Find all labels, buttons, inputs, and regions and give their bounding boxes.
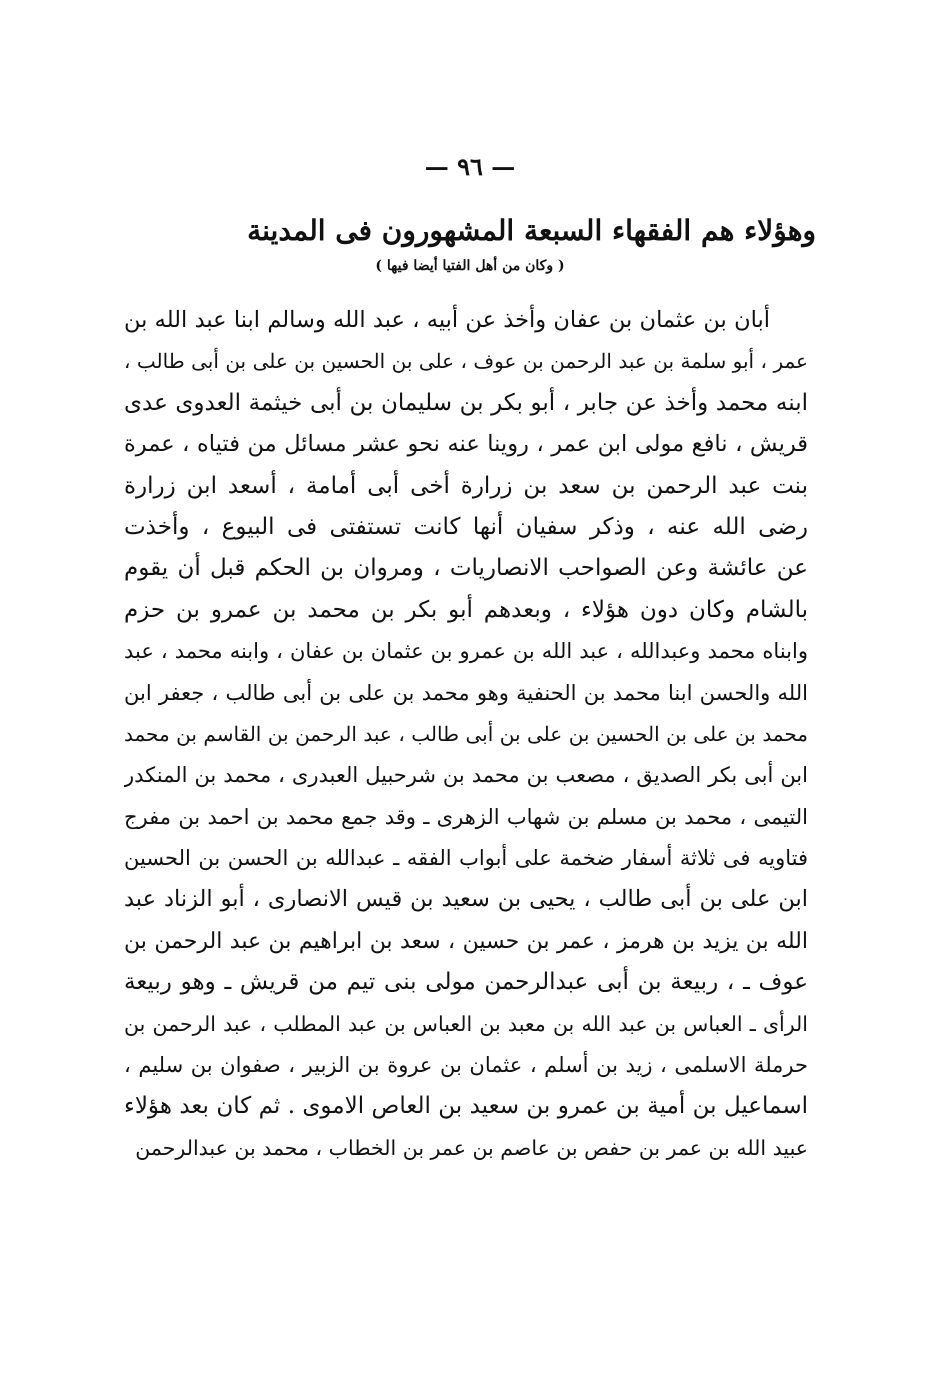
text-line: حرملة الاسلمى ، زيد بن أسلم ، عثمان بن عروة بن الزبير ، صفوان بن سليم ، — [124, 1053, 808, 1078]
text-line: قريش ، نافع مولى ابن عمر ، روينا عنه نحو عشر مسائل من فتياه ، عمرة — [124, 431, 808, 458]
text-line: بنت عبد الرحمن بن سعد بن زرارة أخى أبى أمامة ، أسعد ابن زرارة — [124, 472, 808, 499]
text-line: فتاويه فى ثلاثة أسفار ضخمة على أبواب الفقه ـ عبدالله بن الحسن بن الحسين — [124, 846, 808, 871]
text-line: وابناه محمد وعبدالله ، عبد الله بن عمرو بن عثمان بن عفان ، وابنه محمد ، عبد — [124, 639, 808, 664]
text-line: رضى الله عنه ، وذكر سفيان أنها كانت تستفتى فى البيوع ، وأخذت — [124, 513, 808, 540]
body-text — [124, 300, 808, 1169]
text-line: ابن أبى بكر الصديق ، مصعب بن محمد بن شرحبيل العبدرى ، محمد بن المنكدر — [124, 763, 808, 788]
text-line: الله بن يزيد بن هرمز ، عمر بن حسين ، سعد بن ابراهيم بن عبد الرحمن بن — [124, 928, 808, 954]
text-line: عن عائشة وعن الصواحب الانصاريات ، ومروان بن الحكم قبل أن يقوم — [124, 555, 808, 582]
text-line: عبيد الله بن عمر بن حفص بن عاصم بن عمر بن الخطاب ، محمد بن عبدالرحمن — [135, 1135, 808, 1160]
section-subheading: ( وكان من أهل الفتيا أيضا فيها ) — [375, 258, 565, 274]
text-line: ابنه محمد وأخذ عن جابر ، أبو بكر بن سليمان بن أبى خيثمة العدوى عدى — [124, 389, 808, 416]
text-line: الرأى ـ العباس بن عبد الله بن معبد بن العباس بن عبد المطلب ، عبد الرحمن بن — [124, 1011, 808, 1036]
text-line: بالشام وكان دون هؤلاء ، وبعدهم أبو بكر بن محمد بن عمرو بن حزم — [124, 596, 808, 623]
text-line: محمد بن على بن الحسين بن على بن أبى طالب ، عبد الرحمن بن القاسم بن محمد — [124, 721, 808, 746]
text-line: ابن على بن أبى طالب ، يحيى بن سعيد بن قيس الانصارى ، أبو الزناد عبد — [124, 886, 808, 913]
page-number: — ٩٦ — — [424, 152, 516, 181]
text-line: الله والحسن ابنا محمد بن الحنفية وهو محمد بن على بن أبى طالب ، جعفر ابن — [124, 680, 808, 705]
text-line: اسماعيل بن أمية بن عمرو بن سعيد بن العاص الاموى . ثم كان بعد هؤلاء — [124, 1093, 808, 1120]
text-line: أبان بن عثمان بن عفان وأخذ عن أبيه ، عبد الله وسالم ابنا عبد الله بن — [124, 307, 770, 333]
text-line: عمر ، أبو سلمة بن عبد الرحمن بن عوف ، على بن الحسين بن على بن أبى طالب ، — [124, 349, 808, 374]
text-line: التيمى ، محمد بن مسلم بن شهاب الزهرى ـ وقد جمع محمد بن احمد بن مفرج — [124, 804, 808, 829]
text-line: عوف ـ ، ربيعة بن أبى عبدالرحمن مولى بنى تيم من قريش ـ وهو ربيعة — [124, 969, 808, 996]
section-heading: وهؤلاء هم الفقهاء السبعة المشهورون فى المدينة — [247, 214, 816, 247]
